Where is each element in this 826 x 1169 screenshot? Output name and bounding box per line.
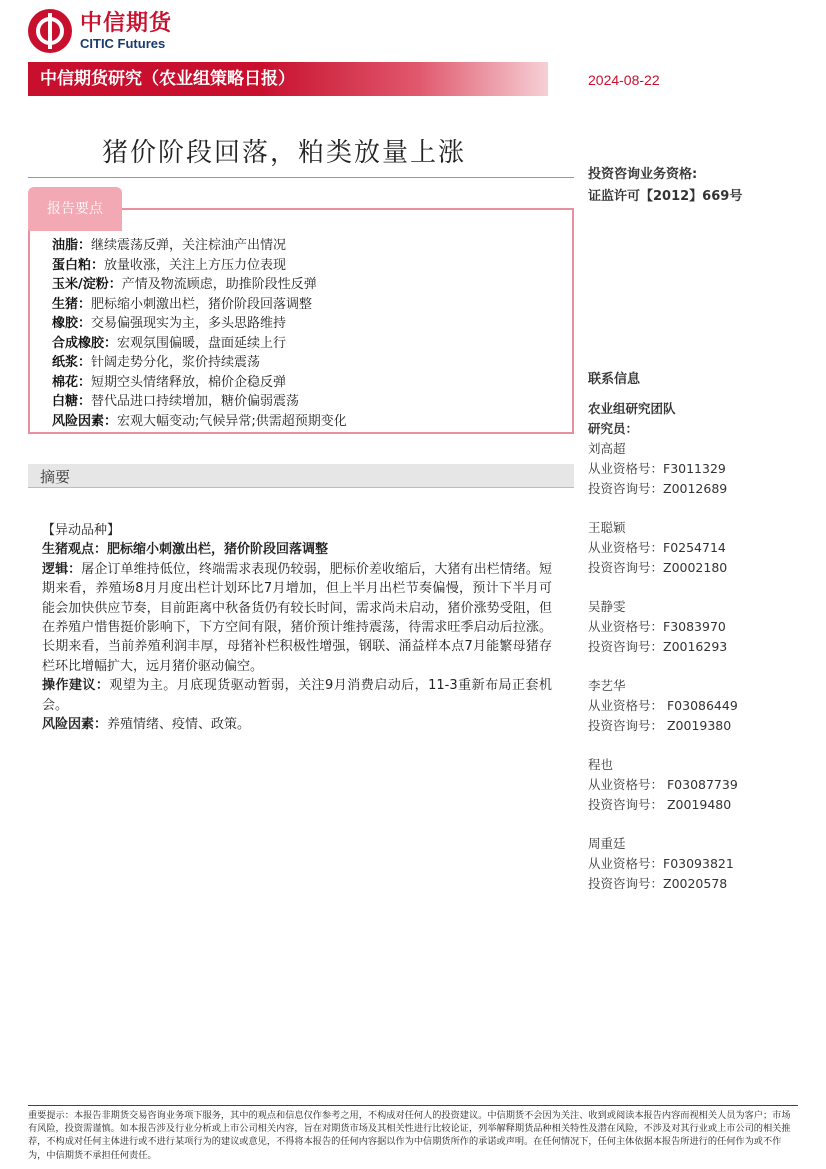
researcher-entry (588, 597, 808, 657)
consulting-license: 投资咨询号：Z0002180 (588, 560, 728, 575)
key-point-label: 风险因素： (52, 413, 118, 429)
key-point-text: 继续震荡反弹，关注棕油产出情况 (91, 238, 287, 253)
logo-cn-text: 中信期货 (80, 10, 173, 36)
key-point-item (52, 373, 562, 393)
key-point-label: 白糖： (52, 394, 92, 409)
key-point-label: 橡胶： (52, 316, 92, 331)
key-point-text: 宏观氛围偏暖，盘面延续上行 (117, 335, 287, 351)
key-point-item (52, 353, 562, 373)
practice-license: 从业资格号： F03086449 (588, 698, 738, 713)
researcher-label: 研究员： (588, 421, 639, 436)
disclaimer: 重要提示：本报告非期货交易咨询业务项下服务，其中的观点和信息仅作参考之用，不构成对任何人的投资建议。中信期货不会因为关注、收到或阅读本报告内容而视相关人员为客户；市场有风险，投资需谨慎。如本报告涉及行业分析或上市公司相关内容，旨在对期货市场及其相关性进行比较论证，列举解释期货品种相关特性及潜在风险，不涉及对其行业或上市公司的相关推荐，不构成对任何主体进行或不进行某项行为的建议或意见，不得将本报告的任何内容据以作为中信期货所作的承诺或声明。在任何情况下，任何主体依据本报告所进行的任何作为或不作为，中信期货不承担任何责任。 (28, 1110, 791, 1161)
researcher-entry (588, 439, 808, 499)
summary-body (42, 521, 552, 734)
hog-view-label: 生猪观点： (42, 542, 108, 558)
key-point-label: 棉花： (52, 374, 92, 390)
practice-license: 从业资格号： F03087739 (588, 777, 738, 792)
qualification-info (588, 164, 742, 208)
hog-view (42, 540, 552, 559)
key-point-label: 纸浆： (52, 355, 92, 370)
consulting-license: 投资咨询号： Z0019480 (588, 797, 732, 812)
key-point-label: 生猪： (52, 296, 92, 312)
key-point-text: 短期空头情绪释放，棉价企稳反弹 (91, 374, 287, 390)
key-point-text: 交易偏强现实为主，多头思路维持 (91, 316, 287, 331)
key-point-item (52, 295, 562, 315)
key-point-item (52, 314, 562, 334)
risk-label: 风险因素： (42, 717, 108, 733)
practice-license: 从业资格号：F3011329 (588, 461, 726, 476)
key-point-text: 放量收涨，关注上方压力位表现 (104, 257, 287, 273)
report-banner: 中信期货研究（农业组策略日报） (28, 62, 548, 96)
key-point-label: 蛋白粕： (52, 257, 105, 273)
key-point-item (52, 256, 562, 276)
qualification-line1: 投资咨询业务资格: (588, 167, 698, 182)
key-points-tab: 报告要点 (28, 187, 122, 231)
researcher-entry (588, 834, 808, 894)
summary-heading: 摘要 (40, 468, 71, 486)
risk-paragraph (42, 715, 552, 734)
citic-logo-icon (28, 9, 72, 53)
key-points-list (52, 236, 562, 431)
contact-info (588, 368, 808, 913)
practice-license: 从业资格号：F03093821 (588, 856, 734, 871)
key-point-text: 替代品进口持续增加，糖价偏弱震荡 (91, 394, 300, 409)
contact-heading: 联系信息 (588, 372, 641, 387)
key-point-text: 针阔走势分化，浆价持续震荡 (91, 355, 261, 370)
logo-en-text: CITIC Futures (80, 35, 166, 51)
key-point-label: 玉米/淀粉： (52, 277, 122, 292)
report-date: 2024-08-22 (588, 72, 660, 88)
researcher-name: 程也 (588, 757, 614, 772)
key-point-label: 油脂： (52, 238, 92, 253)
anomaly-tag: 【异动品种】 (42, 523, 121, 538)
researcher-name: 吴静雯 (588, 599, 626, 614)
key-point-item (52, 275, 562, 295)
key-box-top-border (122, 208, 574, 210)
logic-label: 逻辑： (42, 561, 82, 577)
researcher-name: 刘高超 (588, 441, 626, 456)
practice-license: 从业资格号：F0254714 (588, 540, 726, 555)
practice-license: 从业资格号：F3083970 (588, 619, 726, 634)
consulting-license: 投资咨询号：Z0012689 (588, 481, 728, 496)
key-point-text: 产情及物流顾虑，助推阶段性反弹 (121, 277, 317, 292)
title-divider (28, 177, 574, 178)
consulting-license: 投资咨询号：Z0020578 (588, 876, 728, 891)
team-name: 农业组研究团队 (588, 401, 676, 416)
footer-divider (28, 1105, 798, 1106)
researcher-entry (588, 676, 808, 736)
researcher-name: 李艺华 (588, 678, 626, 693)
operation-paragraph (42, 676, 552, 715)
company-logo (28, 8, 172, 54)
risk-text: 养殖情绪、疫情、政策。 (107, 717, 251, 733)
summary-header (28, 464, 574, 488)
consulting-license: 投资咨询号：Z0016293 (588, 639, 728, 654)
key-point-item (52, 334, 562, 354)
page-title: 猪价阶段回落，粕类放量上涨 (102, 138, 467, 168)
consulting-license: 投资咨询号： Z0019380 (588, 718, 732, 733)
operation-label: 操作建议： (42, 678, 110, 694)
key-point-text: 宏观大幅变动;气候异常;供需超预期变化 (117, 413, 347, 429)
key-point-item (52, 236, 562, 256)
researcher-name: 王聪颖 (588, 520, 626, 535)
key-point-text: 肥标缩小刺激出栏，猪价阶段回落调整 (91, 296, 313, 312)
key-point-item (52, 392, 562, 412)
key-point-item (52, 412, 562, 432)
researcher-name: 周重廷 (588, 836, 626, 851)
logic-paragraph (42, 560, 552, 676)
operation-text: 观望为主。月底现货驱动暂弱，关注9月消费启动后，11-3重新布局正套机会。 (42, 678, 552, 713)
logic-text: 屠企订单维持低位，终端需求表现仍较弱，肥标价差收缩后，大猪有出栏情绪。短期来看，养殖场8月月度出栏计划环比7月增加，但上半月出栏节奏偏慢，预计下半月可能会加快供应节奏，目前距离中秋备货仍有较长时间，需求尚未启动，猪价涨势受阻，但在养殖户惜售挺价影响下，下方空间有限，猪价预计维持震荡，待需求旺季启动后拉涨。长期来看，当前养殖利润丰厚，母猪补栏积极性增强，钢联、涌益样本点7月能繁母猪存栏环比增幅扩大，远月猪价驱动偏空。 (42, 561, 552, 674)
researcher-list (588, 439, 808, 894)
qualification-line2: 证监许可【2012】669号 (588, 189, 743, 204)
key-point-label: 合成橡胶： (52, 335, 118, 351)
hog-view-text: 肥标缩小刺激出栏，猪价阶段回落调整 (107, 542, 329, 558)
researcher-entry (588, 755, 808, 815)
researcher-entry (588, 518, 808, 578)
